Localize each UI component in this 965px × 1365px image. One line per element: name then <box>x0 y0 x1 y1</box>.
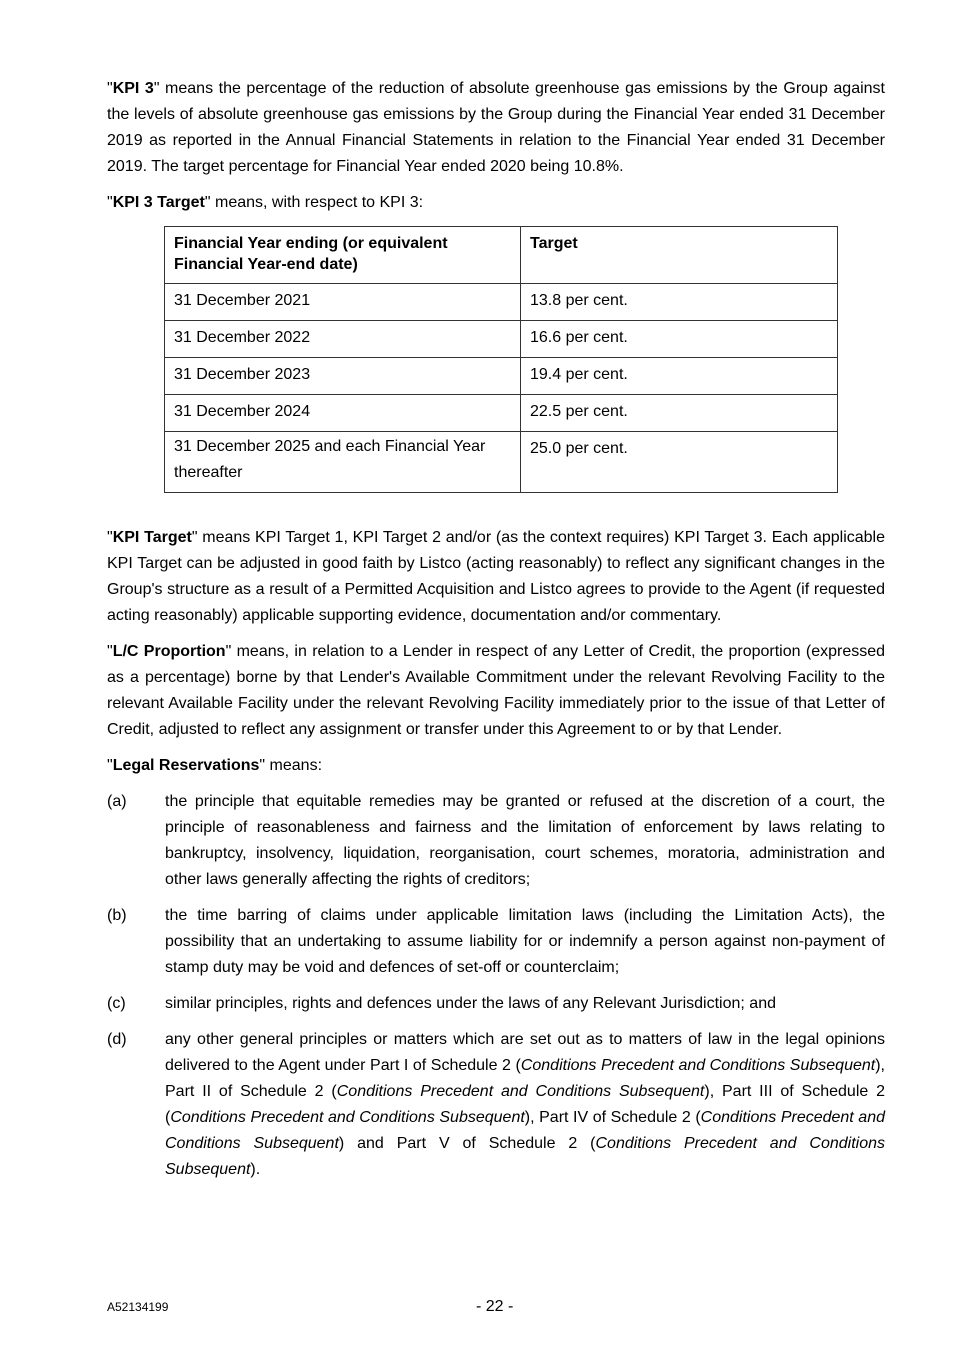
list-item <box>107 1027 885 1183</box>
item-label: (b) <box>107 907 127 924</box>
text-part: ), Part II of Schedule 2 ( <box>165 1057 885 1100</box>
table-row <box>165 284 838 321</box>
term: KPI 3 Target <box>112 194 205 211</box>
schedule-title: Conditions Precedent and Conditions Subsequent <box>165 1135 885 1178</box>
definition-text: means KPI Target 1, KPI Target 2 and/or (as the context requires) KPI Target 3. Each applicable KPI Target can be adjusted in good faith by Listco (acting reasonably) to reflect any significant changes in the Group's structure as a result of a Permitted Acquisition and Listco agrees to provide to the Agent (if requested acting reasonably) applicable supporting evidence, documentation and/or commentary. <box>107 529 885 624</box>
item-text: the principle that equitable remedies may be granted or refused at the discretion of a court, the principle of reasonableness and fairness and the limitation of enforcement by laws relating to bankruptcy, insolvency, liquidation, reorganisation, court schemes, moratoria, administration and other laws generally affecting the rights of creditors; <box>165 793 885 888</box>
definition-lc-proportion: "L/C Proportion" means, in relation to a Lender in respect of any Letter of Credit, the proportion (expressed as a percentage) borne by that Lender's Available Commitment under the relevant Revolving Facility to the relevant Available Facility under the relevant Revolving Facility immediately prior to the issue of that Letter of Credit, adjusted to reflect any assignment or transfer under this Agreement to or by that Lender. <box>107 643 886 738</box>
list-item <box>107 991 885 1017</box>
kpi3-target-table <box>164 226 838 493</box>
table-row <box>165 395 838 432</box>
table-row <box>165 358 838 395</box>
definition-text: means the percentage of the reduction of absolute greenhouse gas emissions by the Group against the levels of absolute greenhouse gas emissions by the Group during the Financial Year ended 31 December 2019 as reported in the Annual Financial Statements in relation to the Financial Year ended 31 December 2019. The target percentage for Financial Year ended 2020 being 10.8%. <box>107 80 885 175</box>
definition-text: means, with respect to KPI 3: <box>210 194 424 211</box>
definition-kpi3: "KPI 3" means the percentage of the reduction of absolute greenhouse gas emissions by the Group against the levels of absolute greenhouse gas emissions by the Group during the Financial Year ended 31 December 2019 as reported in the Annual Financial Statements in relation to the Financial Year ended 31 December 2019. The target percentage for Financial Year ended 2020 being 10.8%. <box>107 80 885 175</box>
cell-year: 31 December 2025 and each Financial Year thereafter <box>165 432 521 493</box>
cell-year: 31 December 2021 <box>165 284 521 321</box>
term: KPI 3 <box>112 80 154 97</box>
cell-year: 31 December 2022 <box>165 321 521 358</box>
table-header-row <box>165 227 838 284</box>
table-row <box>165 321 838 358</box>
table-row <box>165 432 838 493</box>
list-item <box>107 903 885 981</box>
document-page <box>107 76 885 1193</box>
definition-text: means: <box>265 757 323 774</box>
cell-year: 31 December 2024 <box>165 395 521 432</box>
cell-target: 16.6 per cent. <box>521 321 838 358</box>
text-part: ), Part III of Schedule 2 ( <box>165 1083 886 1126</box>
cell-year: 31 December 2023 <box>165 358 521 395</box>
schedule-title: Conditions Precedent and Conditions Subsequent <box>170 1109 525 1126</box>
item-text <box>165 1027 885 1183</box>
cell-target: 25.0 per cent. <box>521 432 838 493</box>
term: L/C Proportion <box>112 643 226 660</box>
term: KPI Target <box>112 529 192 546</box>
term: Legal Reservations <box>112 757 260 774</box>
cell-target: 13.8 per cent. <box>521 284 838 321</box>
page-number: - 22 - <box>476 1298 514 1315</box>
text-part: ), Part IV of Schedule 2 ( <box>524 1109 701 1126</box>
definition-legal-reservations: "Legal Reservations" means: <box>107 757 323 774</box>
text-part: any other general principles or matters which are set out as to matters of law in the legal opinions delivered to the Agent under Part I of Schedule 2 ( <box>165 1031 885 1074</box>
schedule-title: Conditions Precedent and Conditions Subsequent <box>520 1057 876 1074</box>
item-label: (d) <box>107 1031 127 1048</box>
definition-kpi3-target: "KPI 3 Target" means, with respect to KPI 3: <box>107 194 424 211</box>
definition-kpi-target: "KPI Target" means KPI Target 1, KPI Target 2 and/or (as the context requires) KPI Target 3. Each applicable KPI Target can be adjusted in good faith by Listco (acting reasonably) to reflect any significant changes in the Group's structure as a result of a Permitted Acquisition and Listco agrees to provide to the Agent (if requested acting reasonably) applicable supporting evidence, documentation and/or commentary. <box>107 529 885 624</box>
cell-target: 22.5 per cent. <box>521 395 838 432</box>
schedule-title: Conditions Precedent and Conditions Subsequent <box>336 1083 705 1100</box>
header-financial-year: Financial Year ending (or equivalent Financial Year-end date) <box>165 227 521 284</box>
list-item <box>107 789 885 893</box>
text-part: ) and Part V of Schedule 2 ( <box>338 1135 596 1152</box>
item-text: the time barring of claims under applicable limitation laws (including the Limitation Acts), the possibility that an undertaking to assume liability for or indemnify a person against non-payment of stamp duty may be void and defences of set-off or counterclaim; <box>165 907 885 976</box>
header-target: Target <box>521 227 838 284</box>
item-text: similar principles, rights and defences under the laws of any Relevant Jurisdiction; and <box>165 995 776 1012</box>
document-reference: A52134199 <box>107 1300 169 1314</box>
schedule-title: Conditions Precedent and Conditions Subsequent <box>165 1109 885 1152</box>
item-label: (c) <box>107 995 126 1012</box>
definition-text: means, in relation to a Lender in respect of any Letter of Credit, the proportion (expressed as a percentage) borne by that Lender's Available Commitment under the relevant Revolving Facility to the relevant Available Facility under the relevant Revolving Facility immediately prior to the issue of that Letter of Credit, adjusted to reflect any assignment or transfer under this Agreement to or by that Lender. <box>107 643 886 738</box>
cell-target: 19.4 per cent. <box>521 358 838 395</box>
item-label: (a) <box>107 793 127 810</box>
text-part: ). <box>250 1161 261 1178</box>
